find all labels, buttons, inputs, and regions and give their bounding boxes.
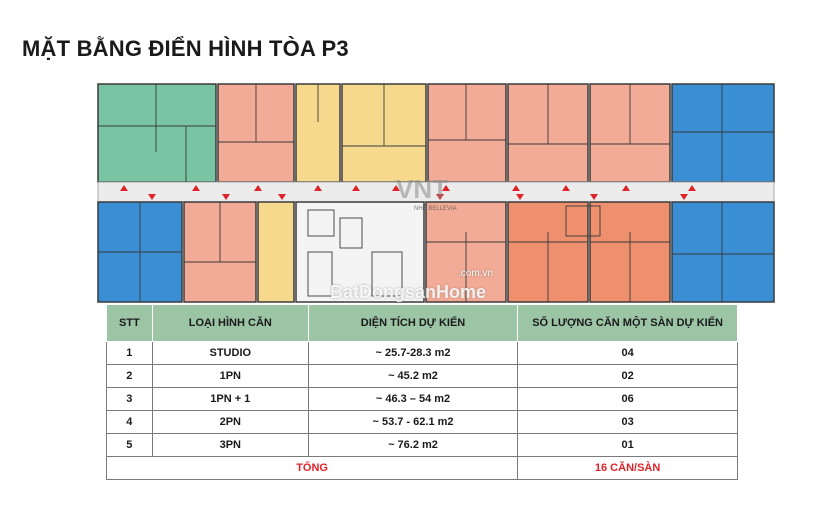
table-header-row — [107, 305, 738, 342]
cell-count: 02 — [518, 365, 738, 388]
unit-bottom-7 — [672, 202, 774, 302]
cell-area: ~ 25.7-28.3 m2 — [308, 342, 517, 365]
logo-text: VNT — [396, 174, 448, 204]
apartment-summary-table — [106, 304, 738, 480]
cell-area: ~ 76.2 m2 — [308, 434, 517, 457]
unit-bottom-3 — [258, 202, 294, 302]
table-row — [107, 388, 738, 411]
table-row — [107, 411, 738, 434]
cell-count: 03 — [518, 411, 738, 434]
watermark-domain: .com.vn — [458, 268, 494, 279]
cell-count: 01 — [518, 434, 738, 457]
table-row — [107, 434, 738, 457]
cell-count: 04 — [518, 342, 738, 365]
cell-stt: 2 — [107, 365, 153, 388]
page-title: MẶT BẰNG ĐIỂN HÌNH TÒA P3 — [22, 36, 349, 61]
watermark-text: BatDongsanHome — [330, 282, 487, 302]
header-stt: STT — [107, 305, 153, 342]
cell-stt: 3 — [107, 388, 153, 411]
table-row — [107, 342, 738, 365]
unit-top-8 — [672, 84, 774, 182]
cell-unit-type: STUDIO — [152, 342, 308, 365]
cell-area: ~ 53.7 - 62.1 m2 — [308, 411, 517, 434]
unit-top-1 — [98, 84, 216, 182]
cell-unit-type: 1PN + 1 — [152, 388, 308, 411]
floor-plan-drawing — [96, 82, 776, 304]
header-area: DIỆN TÍCH DỰ KIẾN — [308, 305, 517, 342]
logo-subtext: NHỆ BELLEVIA — [414, 206, 457, 212]
header-units-per-floor: SỐ LƯỢNG CĂN MỘT SÀN DỰ KIẾN — [518, 305, 738, 342]
header-unit-type: LOẠI HÌNH CĂN — [152, 305, 308, 342]
total-value: 16 CĂN/SÀN — [518, 457, 738, 480]
unit-top-5 — [428, 84, 506, 182]
table-total-row — [107, 457, 738, 480]
total-label: TỔNG — [107, 457, 518, 480]
cell-unit-type: 3PN — [152, 434, 308, 457]
cell-stt: 5 — [107, 434, 153, 457]
cell-unit-type: 1PN — [152, 365, 308, 388]
cell-area: ~ 46.3 – 54 m2 — [308, 388, 517, 411]
cell-stt: 1 — [107, 342, 153, 365]
floor-plan — [96, 82, 776, 304]
cell-area: ~ 45.2 m2 — [308, 365, 517, 388]
cell-count: 06 — [518, 388, 738, 411]
table-row — [107, 365, 738, 388]
cell-stt: 4 — [107, 411, 153, 434]
cell-unit-type: 2PN — [152, 411, 308, 434]
